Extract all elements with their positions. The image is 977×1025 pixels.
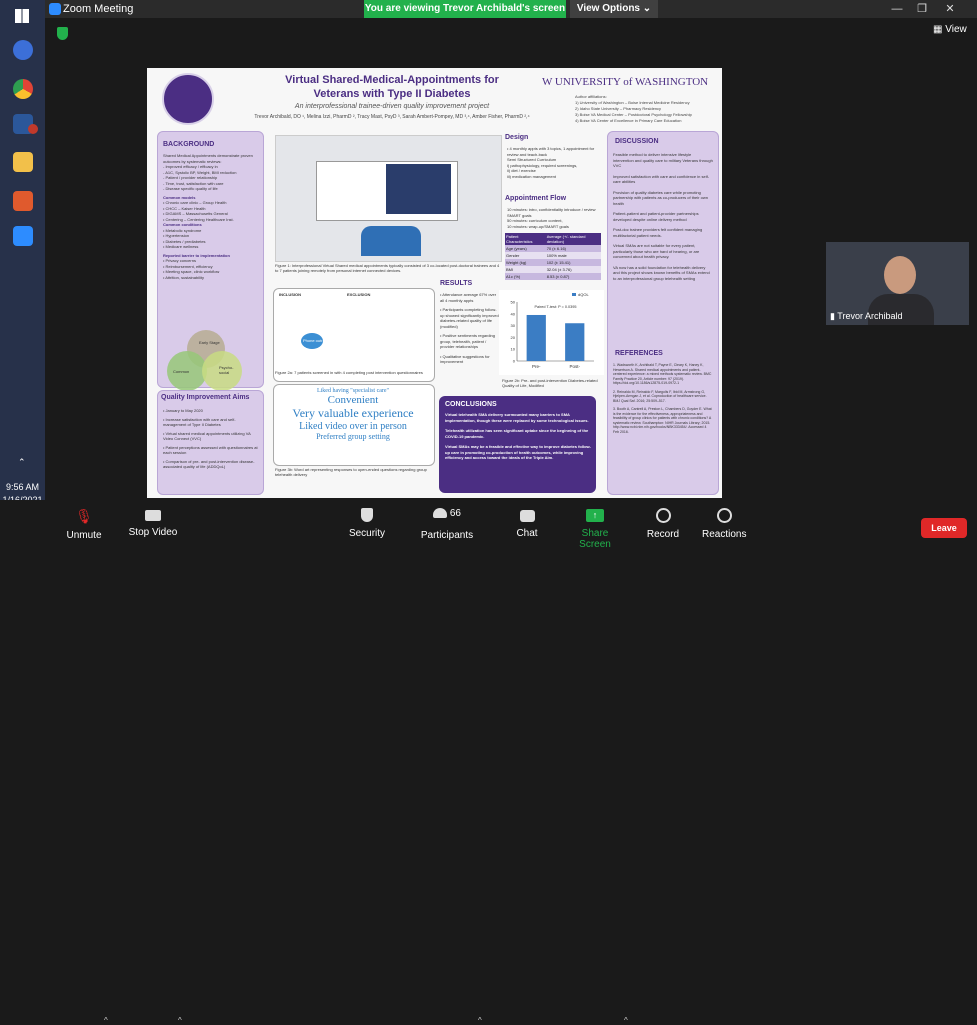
- chat-label: Chat: [516, 528, 538, 539]
- affiliation-line: 3) Boise VA Medical Center – Postdoctoral Psychology Fellowship: [575, 112, 692, 117]
- chart-y-tick-label: 40: [510, 311, 515, 317]
- dqol-bar-chart: [499, 290, 604, 375]
- chart-bar: [527, 315, 546, 361]
- table-header: Average (+/- standard deviation): [546, 234, 586, 244]
- share-screen-label: Share Screen: [579, 528, 611, 550]
- app-icon-2[interactable]: [13, 191, 33, 211]
- bg-line: • Centering – Centering Healthcare Inst.: [163, 216, 234, 222]
- design-item: • 4 monthly appts with 3 topics, 1 appointment for review and teach-back: [507, 146, 595, 157]
- poster-authors: Trevor Archibald, DO ¹, Melina Izzi, PharmD ², Tracy Mast, PsyD ³, Sarah Ambert-Pompey, MD ³,⁴, Amber Fisher, PharmD ²,⁴: [254, 114, 530, 120]
- affiliation-line: 1) University of Washington – Boise Internal Medicine Residency: [575, 100, 690, 105]
- smiley-plus-icon: [717, 508, 732, 523]
- common-conditions-heading: Common conditions: [163, 222, 202, 227]
- chart-x-tick-label: Post-: [569, 364, 581, 369]
- reactions-label: Reactions: [702, 529, 747, 540]
- flow-panel: [273, 288, 435, 382]
- view-button[interactable]: [933, 24, 967, 35]
- venn-label-left: Common: [173, 369, 190, 374]
- figure2b-caption: Figure 2b: Pre- and post-intervention Diabetes-related Quality of Life, Modified: [502, 378, 598, 388]
- minimize-icon[interactable]: —: [891, 3, 903, 15]
- university-seal-logo: [162, 73, 214, 125]
- poster-title-line2: Veterans with Type II Diabetes: [313, 88, 471, 100]
- chat-button[interactable]: [512, 504, 542, 539]
- discussion-item: Improved satisfaction with care and confidence in self-care abilities: [613, 173, 710, 184]
- conclusion-item: Virtual telehealth SMA delivery surmounted many barriers to SMA implementation, though these were replaced by some technological issues.: [445, 412, 589, 423]
- discussion-item: Post-doc trainee providers felt confident managing multifactorial patient needs.: [613, 227, 703, 238]
- aim-item: • Patient perceptions assessed with questionnaires at each session: [163, 444, 258, 455]
- bg-line: • DIGAMS – Massachusetts General: [163, 211, 228, 216]
- table-cell: 70 (± 6.16): [546, 246, 567, 251]
- conclusions-heading: CONCLUSIONS: [445, 401, 497, 408]
- discussion-item: Provision of quality diabetes care while promoting partnership with patients as co-producers of their own health: [613, 189, 708, 206]
- exclusion-label: EXCLUSION: [347, 292, 371, 297]
- record-icon: [656, 508, 671, 523]
- result-item: • Positive sentiments regarding group, telehealth, patient / provider relationships: [440, 333, 495, 349]
- figure2a-caption: Figure 2a: 7 patients screened in with 4 completing post intervention questionnaires: [275, 370, 423, 375]
- bg-line: - A1C, Systolic BP, Weight, BMI reduction: [163, 169, 237, 175]
- conclusions-panel: [439, 396, 596, 493]
- participant-name-tag: [830, 311, 903, 322]
- grid-icon: ▦: [933, 24, 946, 35]
- affiliations: [575, 94, 720, 124]
- table-cell: 32.04 (± 3.76): [546, 267, 572, 272]
- affiliation-line: 4) Boise VA Center of Excellence in Primary Care Education: [575, 118, 682, 123]
- maximize-icon[interactable]: ❐: [917, 3, 927, 15]
- table-cell: 100% male: [546, 253, 567, 258]
- table-header: Patient Characteristics: [506, 234, 533, 244]
- stop-video-button[interactable]: [125, 504, 181, 538]
- unmute-label: Unmute: [66, 530, 102, 541]
- chrome-icon[interactable]: [13, 79, 33, 99]
- close-icon[interactable]: ✕: [945, 3, 955, 15]
- figure3b-caption: Figure 3b: Word art representing responses to open-ended questions regarding group telehealth delivery: [275, 467, 427, 477]
- participants-icon: [427, 508, 467, 524]
- bg-line: • Meeting space, clinic workflow: [163, 269, 220, 274]
- results-text: [440, 292, 500, 365]
- table-cell: Weight (kg): [506, 260, 527, 265]
- bg-line: - Time, trust, satisfaction with care: [163, 180, 224, 186]
- affiliation-line: 2) Idaho State University – Pharmacy Residency: [575, 106, 662, 111]
- windows-start-icon[interactable]: [15, 9, 29, 23]
- bg-line: • Medicare wellness: [163, 244, 199, 249]
- reactions-button[interactable]: [702, 504, 746, 540]
- clock-time[interactable]: 9:56 AM: [5, 482, 40, 492]
- poster-title-line1: Virtual Shared-Medical-Appointments for: [285, 74, 499, 86]
- muted-mic-icon: 🎙: [75, 508, 93, 524]
- discussion-item: Virtual SMAs are not suitable for every patient, particularly those who are hard of hearing, or are concerned about health privacy.: [613, 243, 700, 259]
- shared-screen-poster: [147, 68, 722, 498]
- reference-item: 1. Wadsworth K, Archibald T, Payne E, Cleary K, Haney K, Hewertson A. Shared medical appointments and patient-centered experience: a mixed methods systematic review. BMC Family Practice 20, Article number: 97 (2019). https://doi.org/10.1186/s12875-019-0972-1: [613, 363, 712, 385]
- result-item: • Participants completing follow-up showed significantly improved diabetes-related quality of life (modified): [440, 307, 499, 329]
- result-item: • Attendance average 67% over all 4 monthly appts: [440, 292, 497, 303]
- chart-y-tick-label: 50: [510, 299, 515, 305]
- appt-item: 50 minutes: curriculum content,: [507, 218, 563, 223]
- bg-line: • Diabetes / prediabetes: [163, 238, 206, 244]
- aims-text: [163, 408, 258, 470]
- security-label: Security: [348, 528, 386, 539]
- discussion-text: [613, 152, 713, 281]
- bg-line: • Attrition, sustainability: [163, 274, 204, 280]
- reference-item: 3. Booth A, Cantrell A, Preston L, Chambers D, Goyder E. What is the evidence for the effectiveness, appropriateness and feasibility of group clinics for patients with chronic conditions? A systematic review. Southampton: NIHR Journals Library; 2015. http://www.ncbi.nlm.nih.gov/books/NBK333454/. Accessed 4 Feb 2016.: [613, 407, 712, 434]
- design-item: Semi Structured Curriculum: [507, 157, 557, 162]
- security-shield-icon[interactable]: [57, 27, 68, 40]
- stop-video-label: Stop Video: [128, 527, 178, 538]
- table-cell: A1c (%): [506, 274, 521, 279]
- chart-annotation: Paired T-test: P = 0.0395: [534, 305, 577, 309]
- photo-screen-faces: [386, 164, 451, 214]
- figure1-caption: Figure 1: Interprofessional Virtual Shared medical appointments typically consisted of 3 co-located post-doctoral trainees and 4 to 7 patients joining remotely from personal internet connected devices.: [275, 263, 500, 273]
- word-4: Liked video over in person: [299, 421, 407, 432]
- table-cell: Gender: [506, 253, 520, 258]
- aim-item: • Increase satisfaction with care and self-management of Type II Diabetes: [163, 416, 236, 427]
- references-heading: REFERENCES: [615, 350, 663, 357]
- bg-line: - Improved efficacy / efficacy in: [163, 164, 218, 169]
- bg-line: - Patient / provider relationship: [163, 175, 218, 180]
- chart-y-tick-label: 10: [510, 346, 515, 352]
- window-title: Zoom Meeting: [63, 3, 134, 15]
- unmute-button[interactable]: [62, 504, 106, 541]
- table-cell: 102 (± 15.41): [546, 260, 571, 265]
- affiliation-line: Author affiliations:: [575, 94, 607, 99]
- view-label: View: [945, 24, 967, 35]
- chart-y-tick-label: 20: [510, 334, 515, 340]
- participant-video-tile[interactable]: [826, 242, 969, 325]
- bg-line: • Hypertension: [163, 233, 190, 238]
- chart-legend-swatch: [572, 293, 576, 296]
- uw-wordmark: W UNIVERSITY of WASHINGTON: [542, 76, 709, 88]
- zoom-logo-icon: [49, 3, 61, 15]
- appt-flow-heading: Appointment Flow: [505, 195, 567, 202]
- chart-y-tick-label: 0: [512, 358, 515, 364]
- viewing-banner: You are viewing Trevor Archibald's screen: [364, 0, 566, 18]
- share-screen-icon: ↑: [586, 509, 604, 522]
- file-explorer-icon[interactable]: [13, 152, 33, 172]
- bg-line: • Reimbursement, efficiency: [163, 263, 213, 269]
- share-screen-chevron-icon[interactable]: ^: [624, 1016, 628, 1025]
- chart-legend-label: dQOL: [578, 292, 589, 297]
- bg-line: • Privacy concerns: [163, 258, 196, 263]
- aim-item: • January to May 2020: [163, 408, 203, 413]
- word-2: Convenient: [327, 394, 379, 406]
- reference-item: 2. Reinaldo M, Reinaldo F, Margolis F, Ibid M, Armstrong G, Hjelpen-Armgan J, et al. Coproduction of healthcare service. BMJ Qual Saf. 2016; 25:509–517.: [613, 389, 707, 403]
- inclusion-label: INCLUSION: [279, 292, 301, 297]
- background-heading: BACKGROUND: [163, 141, 215, 148]
- aim-item: • Comparison of pre- and post-intervention disease-associated quality of life (ADDQoL): [163, 458, 255, 469]
- discussion-item: VA now has a solid foundation for telehealth delivery and this project shows known benefits of SMAs extend to an interprofessional group telehealth setting: [613, 264, 710, 281]
- video-camera-icon: [145, 510, 161, 521]
- chat-bubble-icon: [520, 510, 535, 522]
- bg-line: - Disease specific quality of life: [163, 186, 218, 191]
- word-1: Liked having "specialist care": [316, 388, 390, 394]
- conclusion-item: Telehealth utilization has seen significant uptake since the beginning of the COVID-19 pandemic.: [445, 428, 589, 439]
- record-label: Record: [646, 529, 680, 540]
- chart-y-tick-label: 30: [510, 323, 515, 329]
- venn-label-right: Psycho-social: [219, 365, 234, 375]
- participants-label: Participants: [420, 530, 474, 541]
- wordcloud: [277, 388, 429, 441]
- venn-label-top: Early Stage: [199, 340, 220, 345]
- bg-line: • Metabolic syndrome: [163, 227, 202, 233]
- table-cell: 8.53 (± 0.87): [546, 274, 570, 279]
- poster-title: [242, 73, 542, 101]
- word-3: Very valuable experience: [292, 406, 414, 420]
- record-button[interactable]: [646, 504, 680, 540]
- discussion-heading: DISCUSSION: [615, 138, 659, 145]
- barrier-heading: Reported barrier to implementation: [163, 252, 230, 258]
- background-text: [163, 153, 258, 280]
- conclusions-text: [445, 412, 591, 461]
- references-text: [613, 363, 713, 434]
- teams-icon[interactable]: [28, 124, 38, 134]
- video-options-chevron-icon[interactable]: ^: [178, 1016, 182, 1025]
- share-screen-button[interactable]: [566, 504, 624, 550]
- appt-flow-text: [507, 207, 602, 229]
- results-heading: RESULTS: [440, 280, 473, 287]
- participant-name: Trevor Archibald: [837, 311, 903, 321]
- appt-item: 10 minutes: intro, confidentiality introduce / review SMART goals: [507, 207, 596, 218]
- design-item: i) pathophysiology, required screenings,: [507, 162, 578, 168]
- patient-characteristics-table: [505, 233, 601, 280]
- common-models-heading: Common models: [163, 194, 196, 200]
- participants-button[interactable]: [418, 504, 476, 541]
- bg-line: • Chronic care clinic – Group Health: [163, 200, 227, 205]
- security-shield-toolbar-icon: [361, 508, 373, 522]
- bg-line: Shared Medical Appointments demonstrate proven outcomes by systematic reviews:: [163, 153, 253, 164]
- design-item: ii) diet / exercise: [507, 168, 536, 173]
- participants-chevron-icon[interactable]: ^: [478, 1016, 482, 1025]
- telehealth-photo: [275, 135, 502, 262]
- aims-heading: Quality Improvement Aims: [161, 394, 250, 401]
- design-text: [507, 146, 602, 179]
- audio-options-chevron-icon[interactable]: ^: [104, 1016, 108, 1025]
- poster-subtitle: An interprofessional trainee-driven quality improvement project: [294, 103, 490, 110]
- result-item: • Qualitative suggestions for improvement: [440, 353, 490, 364]
- design-heading: Design: [505, 134, 529, 141]
- table-cell: BMI: [506, 267, 514, 272]
- participant-count: 66: [449, 508, 461, 519]
- participant-head: [884, 256, 916, 294]
- table-cell: Age (years): [506, 246, 527, 251]
- app-icon-1[interactable]: [13, 40, 33, 60]
- view-options-button[interactable]: View Options ⌄: [570, 0, 658, 18]
- discussion-item: Feasible method to deliver intensive lifestyle intervention and quality care to military Veterans through VVC: [613, 152, 713, 168]
- windows-taskbar: [0, 0, 45, 550]
- chart-bar: [565, 323, 584, 361]
- bg-line: • CHCC – Kaiser Health: [163, 205, 206, 211]
- word-5: Preferred group setting: [316, 432, 390, 441]
- phone-outreach-label: Phone outr.: [303, 338, 324, 343]
- design-item: iii) medication management: [507, 173, 556, 179]
- photo-people: [361, 226, 421, 256]
- discussion-item: Patient-patient and patient-provider partnerships developed despite online delivery method: [613, 211, 699, 222]
- conclusion-item: Virtual SMAs may be a feasible and effective way to improve diabetes follow-up care in promoting co-production of health outcomes, while improving efficiency and access toward the ideals of the Triple Aim.: [445, 444, 591, 460]
- signal-icon: ▮: [830, 311, 838, 321]
- aim-item: • Virtual shared medical appointments utilizing VA Video Connect (VVC): [163, 430, 251, 441]
- leave-button[interactable]: Leave: [921, 518, 967, 538]
- security-button[interactable]: [345, 504, 389, 539]
- appt-item: 10 minutes: wrap-up/SMART goals: [507, 223, 569, 229]
- chart-x-tick-label: Pre-: [531, 364, 541, 369]
- meeting-controls-toolbar: [0, 500, 977, 1025]
- zoom-icon[interactable]: [13, 226, 33, 246]
- tray-arrow-icon[interactable]: ⌃: [18, 457, 26, 467]
